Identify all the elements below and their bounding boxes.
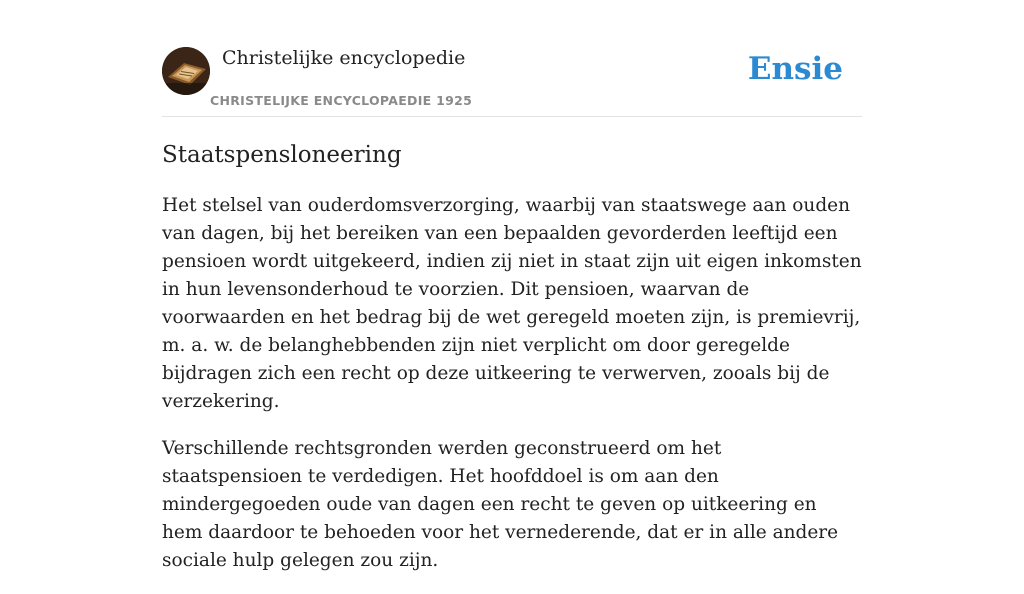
- entry-body: [162, 192, 862, 594]
- entry-paragraph: Verschillende rechtsgronden werden geconstrueerd om het staatspensioen te verdedigen. Het hoofddoel is om aan den mindergegoeden oude van dagen een recht te geven op uitkeering en hem daardoor te behoeden voor het vernederende, dat er in alle andere sociale hulp gelegen zou zijn.: [162, 438, 839, 571]
- brand-logo-link[interactable]: Ensie: [747, 51, 843, 87]
- page: [162, 0, 862, 571]
- site-header: [162, 0, 862, 117]
- entry-paragraph: Het stelsel van ouderdomsverzorging, waarbij van staatswege aan ouden van dagen, bij het bereiken van een bepaalden gevorderden leeftijd een pensioen wordt uitgekeerd, indien zij niet in staat zijn uit eigen inkomsten in hun levensonderhoud te voorzien. Dit pensioen, waarvan de voorwaarden en het bedrag bij de wet geregeld moeten zijn, is premievrij, m. a. w. de belanghebbenden zijn niet verplicht om door geregelde bijdragen zich een recht op deze uitkeering te verwerven, zooals bij de verzekering.: [162, 195, 862, 412]
- site-title[interactable]: Christelijke encyclopedie: [222, 47, 466, 69]
- site-subtitle: CHRISTELIJKE ENCYCLOPAEDIE 1925: [210, 93, 473, 108]
- book-thumbnail-icon[interactable]: [162, 47, 210, 95]
- entry-title: Staatspensloneering: [162, 142, 402, 168]
